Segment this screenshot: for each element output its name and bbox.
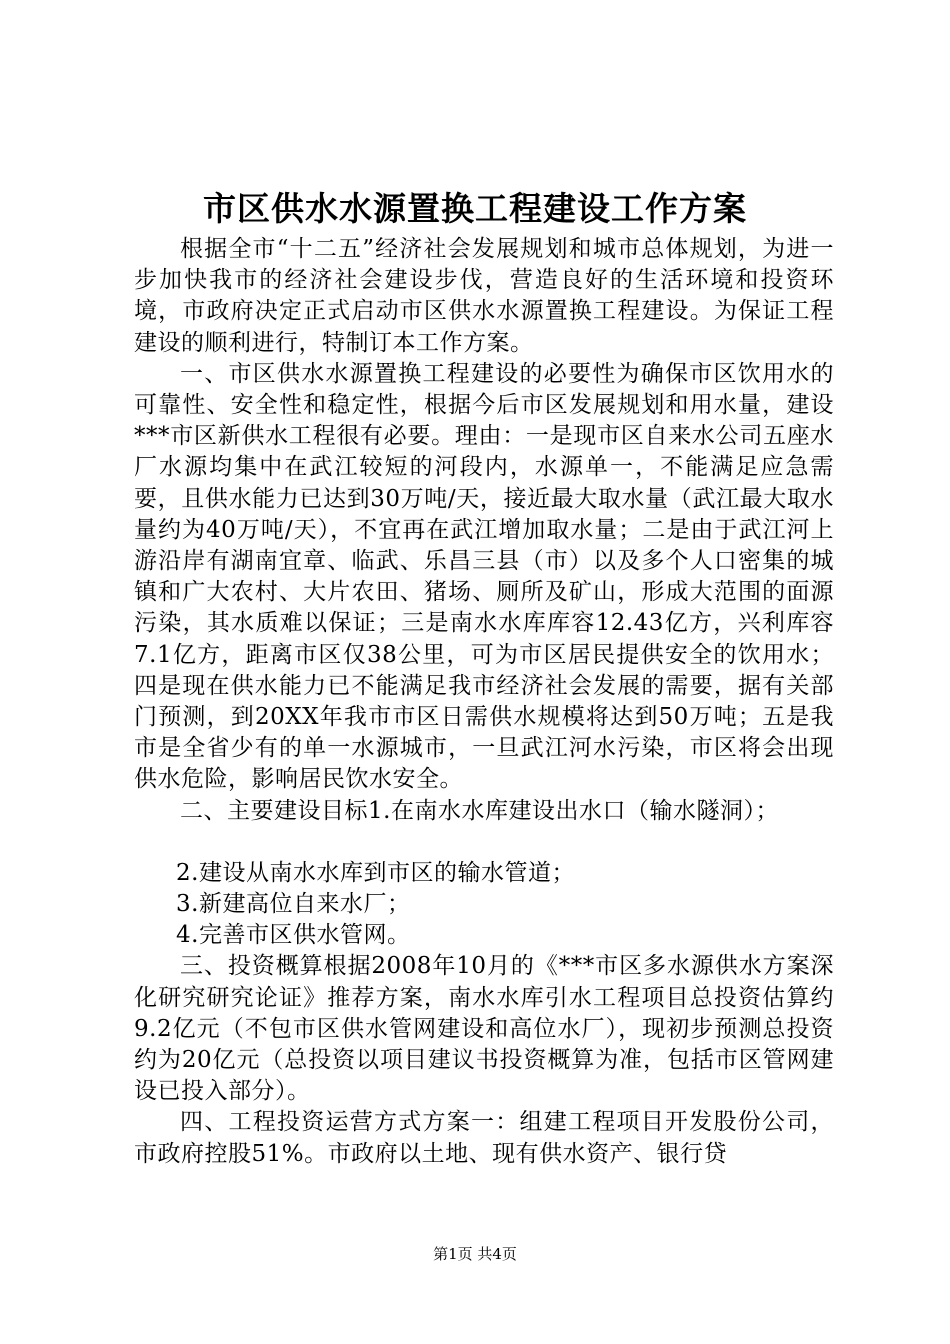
list-item-3: 3.新建高位自来水厂； bbox=[176, 891, 411, 918]
list-item-2: 2.建设从南水水库到市区的输水管道； bbox=[176, 859, 575, 886]
blank-line bbox=[134, 827, 834, 858]
paragraph-section-4: 四、工程投资运营方式方案一：组建工程项目开发股份公司，市政府控股51%。市政府以土地、现有供水资产、银行贷 bbox=[134, 1109, 834, 1167]
document-title: 市区供水水源置换工程建设工作方案 bbox=[203, 189, 747, 228]
paragraph-intro: 根据全市“十二五”经济社会发展规划和城市总体规划，为进一步加快我市的经济社会建设步伐，营造良好的生活环境和投资环境，市政府决定正式启动市区供水水源置换工程建设。为保证工程建设的顺利进行，特制订本工作方案。 bbox=[134, 236, 834, 356]
paragraph-section-3: 三、投资概算根据2008年10月的《***市区多水源供水方案深化研究研究论证》推荐方案，南水水库引水工程项目总投资估算约9.2亿元（不包市区供水管网建设和高位水厂），现初步预测总投资约为20亿元（总投资以项目建议书投资概算为准，包括市区管网建设已投入部分）。 bbox=[134, 953, 834, 1105]
paragraph-section-2: 二、主要建设目标1.在南水水库建设出水口（输水隧洞）； bbox=[180, 797, 779, 824]
list-item-4: 4.完善市区供水管网。 bbox=[176, 922, 411, 949]
paragraph-section-1: 一、市区供水水源置换工程建设的必要性为确保市区饮用水的可靠性、安全性和稳定性，根据今后市区发展规划和用水量，建设***市区新供水工程很有必要。理由：一是现市区自来水公司五座水厂水源均集中在武江较短的河段内，水源单一，不能满足应急需要，且供水能力已达到30万吨/天，接近最大取水量（武江最大取水量约为40万吨/天），不宜再在武江增加取水量；二是由于武江河上游沿岸有湖南宜章、临武、乐昌三县（市）以及多个人口密集的城镇和广大农村、大片农田、猪场、厕所及矿山，形成大范围的面源污染，其水质难以保证；三是南水水库库容12.43亿方，兴利库容7.1亿方，距离市区仅38公里，可为市区居民提供安全的饮用水；四是现在供水能力已不能满足我市经济社会发展的需要，据有关部门预测，到20XX年我市市区日需供水规模将达到50万吨；五是我市是全省少有的单一水源城市，一旦武江河水污染，市区将会出现供水危险，影响居民饮水安全。 bbox=[134, 360, 834, 793]
document-body bbox=[134, 234, 834, 1170]
page-footer: 第1页 共4页 bbox=[433, 1245, 517, 1263]
